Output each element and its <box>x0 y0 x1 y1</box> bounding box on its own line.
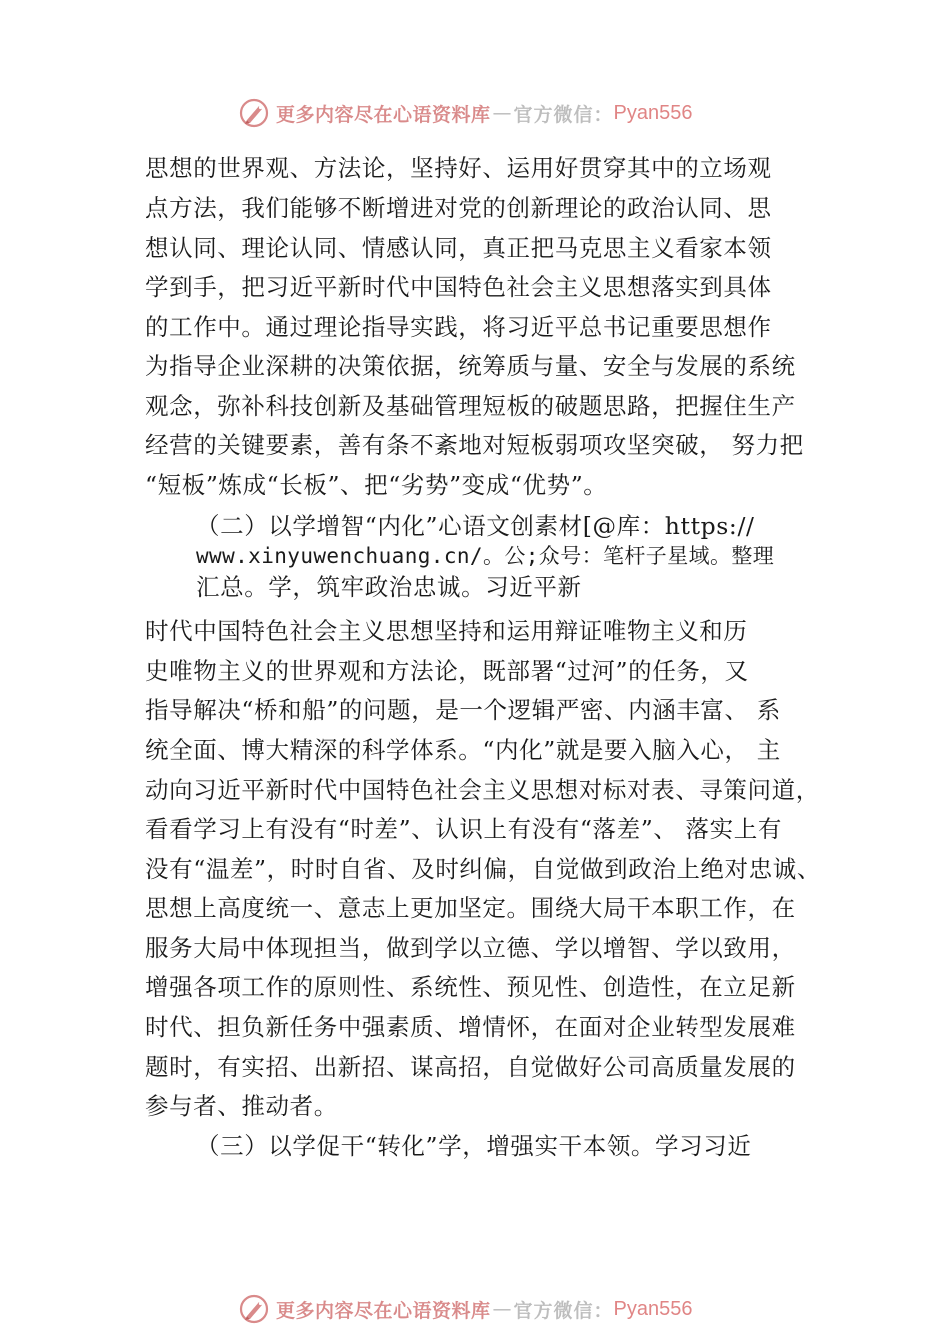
text-line: 史唯物主义的世界观和方法论，既部署“过河”的任务，又 <box>145 657 749 685</box>
watermark-contact-label: 官方微信： <box>513 103 614 126</box>
watermark-dash: — <box>492 102 512 124</box>
watermark-contact-id: Pyan556 <box>613 1297 693 1320</box>
text-line: 思想上高度统一、意志上更加坚定。围绕大局干本职工作，在 <box>145 894 796 922</box>
text-line: 时代、担负新任务中强素质、增情怀，在面对企业转型发展难 <box>145 1013 796 1041</box>
text-line: 思想的世界观、方法论，坚持好、运用好贯穿其中的立场观 <box>145 154 772 182</box>
watermark-dash: — <box>492 1298 512 1320</box>
watermark-text: 更多内容尽在心语资料库 <box>276 1299 491 1322</box>
watermark-text: 更多内容尽在心语资料库 <box>276 103 491 126</box>
text-line: 动向习近平新时代中国特色社会主义思想对标对表、寻策问道， <box>145 776 820 804</box>
text-line: 参与者、推动者。 <box>145 1092 338 1120</box>
text-line: 点方法，我们能够不断增进对党的创新理论的政治认同、思 <box>145 194 772 222</box>
text-line: 没有“温差”，时时自省、及时纠偏，自觉做到政治上绝对忠诚、 <box>145 855 821 883</box>
watermark-contact-id: Pyan556 <box>613 101 693 124</box>
text-line: 汇总。学，筑牢政治忠诚。习近平新 <box>196 573 582 601</box>
section-heading: （三）以学促干“转化”学，增强实干本领。学习习近 <box>196 1132 752 1160</box>
text-line: “短板”炼成“长板”、把“劣势”变成“优势”。 <box>145 471 608 499</box>
text-line: 经营的关键要素，善有条不紊地对短板弱项攻坚突破， 努力把 <box>145 431 804 459</box>
pen-logo-icon <box>238 1293 270 1325</box>
text-line: 指导解决“桥和船”的问题，是一个逻辑严密、内涵丰富、 系 <box>145 696 781 724</box>
text-line: 统全面、博大精深的科学体系。“内化”就是要入脑入心， 主 <box>145 736 781 764</box>
text-line: 为指导企业深耕的决策依据，统筹质与量、安全与发展的系统 <box>145 352 796 380</box>
section-heading: （二）以学增智“内化”心语文创素材[@库：https:// <box>196 512 755 540</box>
watermark-header <box>238 96 693 130</box>
text-line: 学到手，把习近平新时代中国特色社会主义思想落实到具体 <box>145 273 772 301</box>
text-line: 的工作中。通过理论指导实践，将习近平总书记重要思想作 <box>145 313 772 341</box>
text-line: 增强各项工作的原则性、系统性、预见性、创造性，在立足新 <box>145 973 796 1001</box>
text-line: 时代中国特色社会主义思想坚持和运用辩证唯物主义和历 <box>145 617 748 645</box>
watermark-footer <box>238 1292 693 1326</box>
text-line: 题时，有实招、出新招、谋高招，自觉做好公司高质量发展的 <box>145 1053 796 1081</box>
text-line: 观念，弥补科技创新及基础管理短板的破题思路，把握住生产 <box>145 392 796 420</box>
text-line: 看看学习上有没有“时差”、认识上有没有“落差”、 落实上有 <box>145 815 782 843</box>
text-line: 服务大局中体现担当，做到学以立德、学以增智、学以致用， <box>145 934 796 962</box>
watermark-contact-label: 官方微信： <box>513 1299 614 1322</box>
text-line: www.xinyuwenchuang.cn/。公;众号：笔杆子星域。整理 <box>196 544 775 568</box>
pen-logo-icon <box>238 97 270 129</box>
text-line: 想认同、理论认同、情感认同，真正把马克思主义看家本领 <box>145 234 772 262</box>
